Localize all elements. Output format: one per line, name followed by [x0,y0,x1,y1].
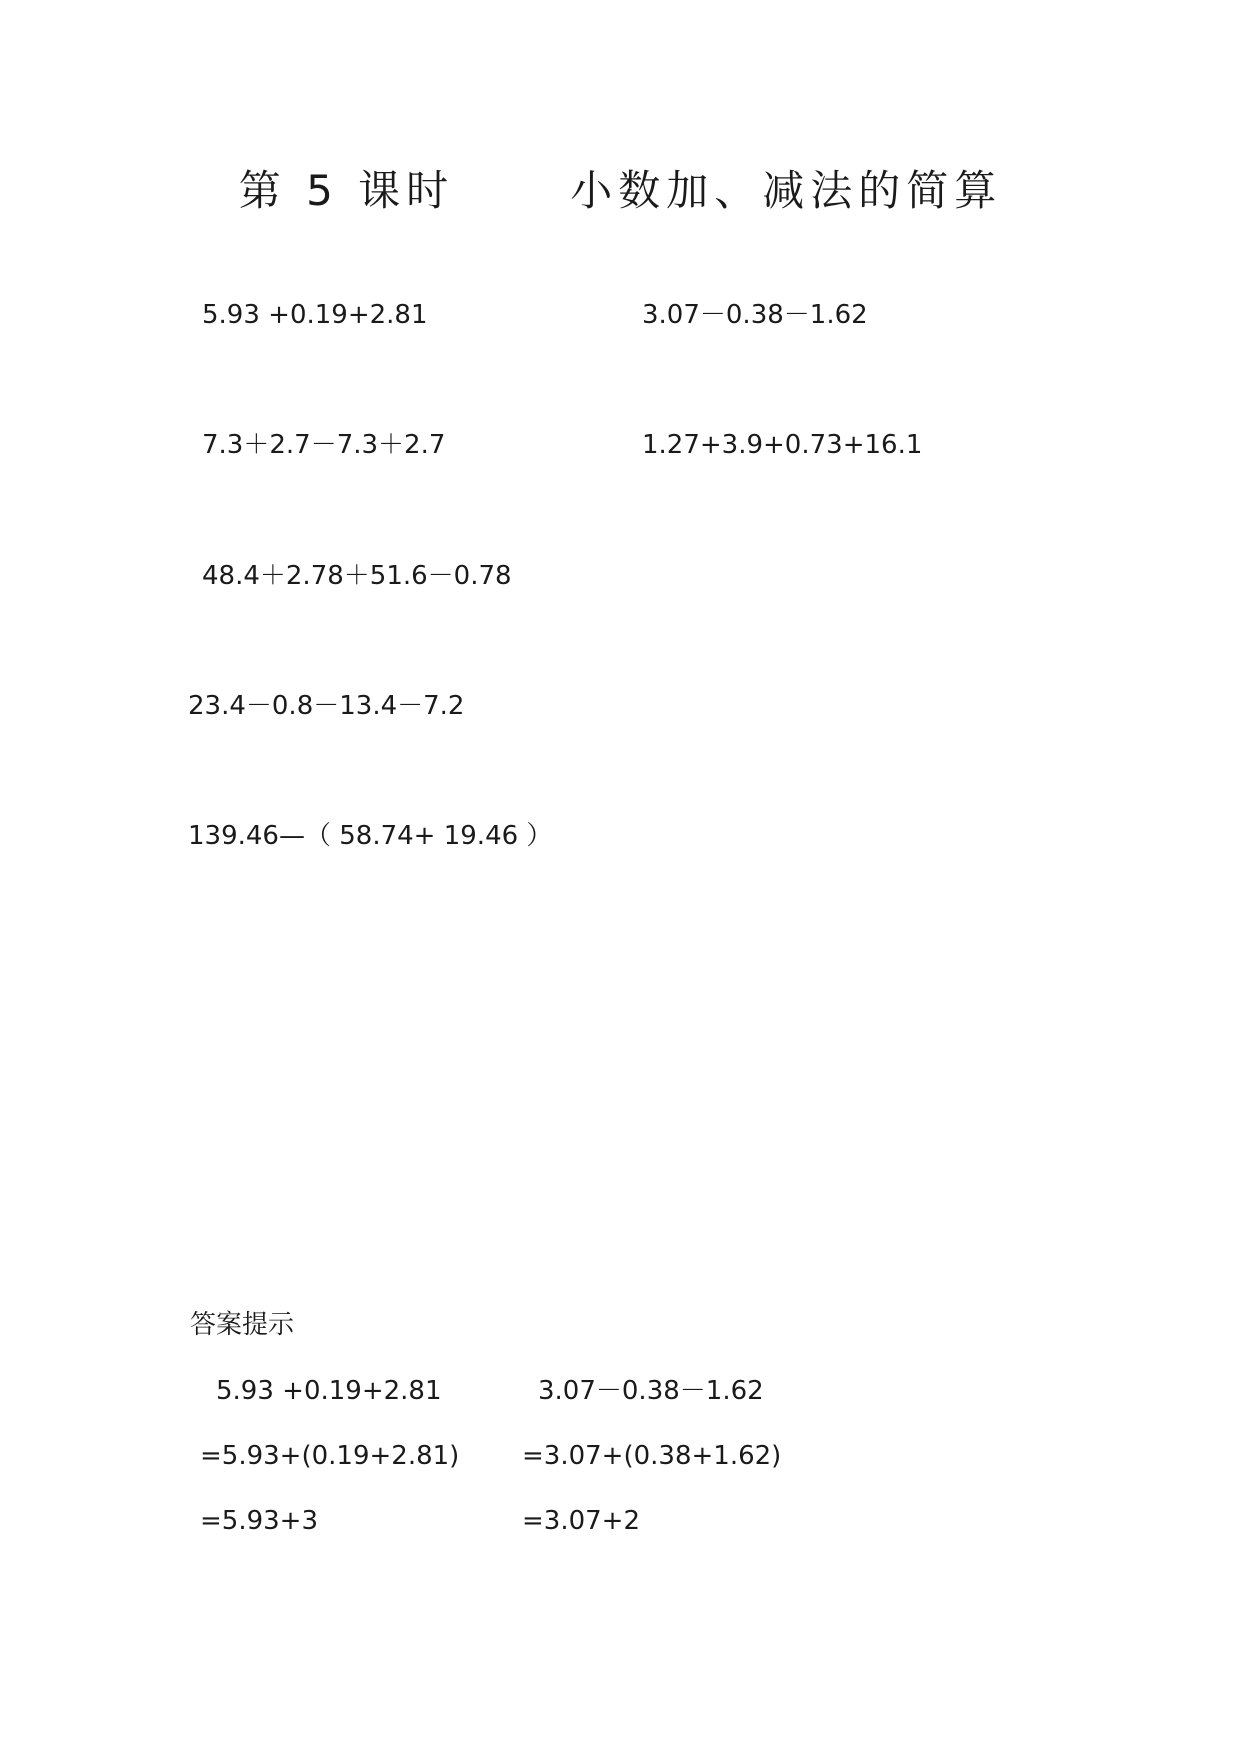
answers-heading: 答案提示 [190,1310,295,1340]
answer-right-line: =3.07+2 [522,1506,641,1536]
answer-left-line: =5.93+3 [200,1506,319,1536]
answer-right-line: 3.07－0.38－1.62 [538,1376,764,1406]
answer-left-line: 5.93 +0.19+2.81 [216,1376,442,1406]
answer-left-line: =5.93+(0.19+2.81) [200,1441,460,1471]
problem-1: 5.93 +0.19+2.81 [202,300,428,330]
problem-3: 7.3＋2.7－7.3＋2.7 [202,430,446,460]
page-title: 第 5 课时 小数加、减法的简算 [238,166,1003,215]
problem-2: 3.07－0.38－1.62 [642,300,868,330]
problem-6: 23.4－0.8－13.4－7.2 [188,691,465,721]
answer-right-line: =3.07+(0.38+1.62) [522,1441,782,1471]
problem-7: 139.46—（ 58.74+ 19.46 ） [188,821,553,851]
problem-5: 48.4＋2.78＋51.6－0.78 [202,561,512,591]
problem-4: 1.27+3.9+0.73+16.1 [642,430,923,460]
